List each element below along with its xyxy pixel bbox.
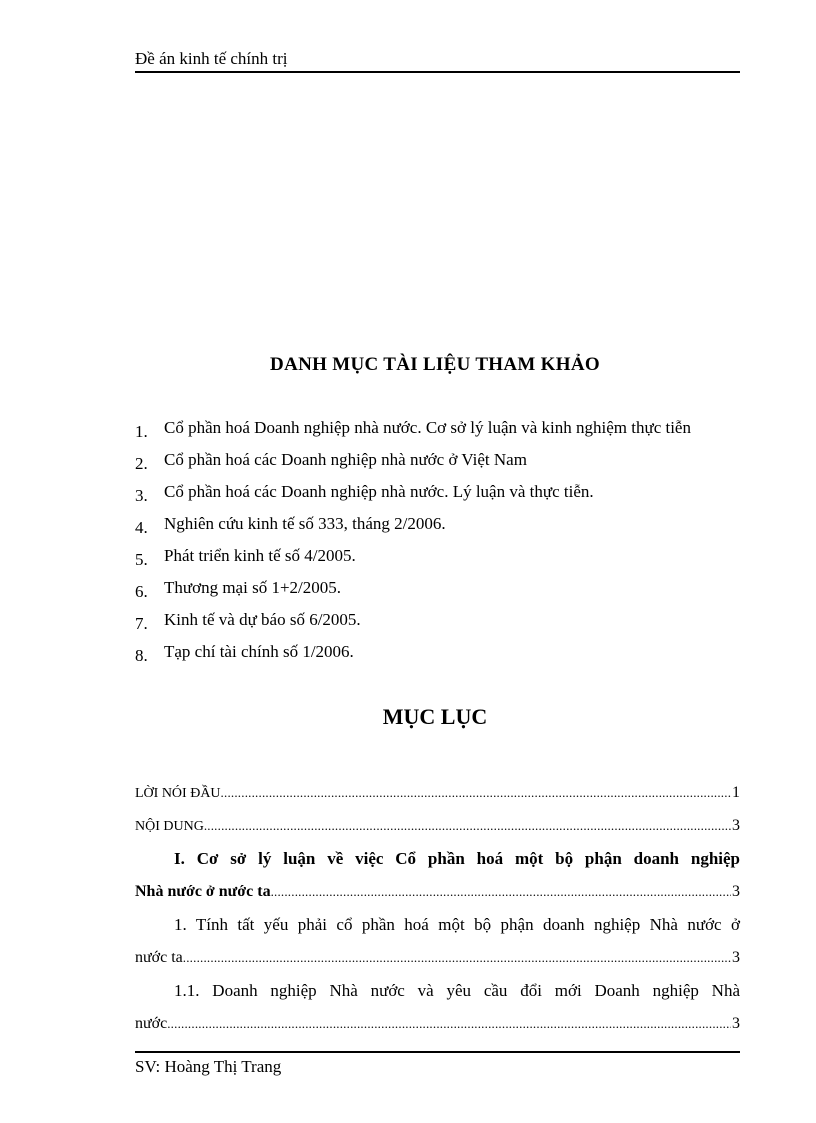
references-list [135, 414, 740, 670]
toc-page-number: 3 [732, 1015, 740, 1032]
references-title: DANH MỤC TÀI LIỆU THAM KHẢO [270, 354, 600, 375]
toc-entry-loi-noi-dau[interactable] [135, 776, 740, 809]
list-item [135, 638, 740, 666]
list-item-number: 1. [135, 422, 148, 441]
list-item-text: Thương mại số 1+2/2005. [164, 578, 342, 597]
list-item-number: 4. [135, 518, 148, 537]
list-item-number: 8. [135, 646, 148, 665]
toc-page-number: 3 [732, 883, 740, 900]
page-header [135, 48, 740, 73]
page-footer [135, 1051, 740, 1077]
toc-leader [167, 1007, 731, 1040]
list-item-text: Kinh tế và dự báo số 6/2005. [164, 610, 361, 629]
toc-entry-label: 1. Tính tất yếu phải cổ phần hoá một bộ phận doanh nghiệp Nhà nước ở [174, 915, 740, 934]
toc-leader [204, 809, 731, 842]
toc-entry-continuation [135, 875, 740, 908]
toc-entry-label-cont: nước [135, 1015, 168, 1032]
toc-entry-label-cont: Nhà nước ở nước ta [135, 883, 271, 900]
toc-entry-label: I. Cơ sở lý luận về việc Cổ phần hoá một bộ phận doanh nghiệp [174, 849, 740, 868]
toc-page-number: 1 [732, 784, 740, 801]
toc-entry-1-1[interactable] [135, 974, 740, 1040]
list-item-text: Nghiên cứu kinh tế số 333, tháng 2/2006. [164, 514, 446, 533]
list-item-text: Cổ phần hoá Doanh nghiệp nhà nước. Cơ sở lý luận và kinh nghiệm thực tiễn [164, 418, 691, 437]
toc-entry-continuation [135, 941, 740, 974]
toc-entry-label: NỘI DUNG [135, 819, 204, 834]
list-item-number: 3. [135, 486, 148, 505]
list-item [135, 446, 740, 474]
toc-title: MỤC LỤC [382, 704, 488, 729]
toc-entry-label: 1.1. Doanh nghiệp Nhà nước và yêu cầu đổi mới Doanh nghiệp Nhà [174, 981, 740, 1000]
list-item-number: 5. [135, 550, 148, 569]
list-item-number: 7. [135, 614, 148, 633]
toc-entry-1[interactable] [135, 908, 740, 974]
list-item-text: Phát triển kinh tế số 4/2005. [164, 546, 356, 565]
list-item-text: Tạp chí tài chính số 1/2006. [164, 642, 354, 661]
list-item-number: 2. [135, 454, 148, 473]
header-title: Đề án kinh tế chính trị [135, 49, 288, 68]
toc-leader [183, 941, 731, 974]
toc-leader [271, 875, 731, 908]
list-item [135, 574, 740, 602]
toc-entry-label: LỜI NÓI ĐẦU [135, 786, 221, 801]
toc-page-number: 3 [732, 817, 740, 834]
toc-entry-noi-dung[interactable] [135, 809, 740, 842]
toc-entry-continuation [135, 1007, 740, 1040]
list-item [135, 606, 740, 634]
footer-text: SV: Hoàng Thị Trang [135, 1057, 282, 1076]
toc-entry-label-cont: nước ta [135, 949, 183, 966]
table-of-contents [135, 776, 740, 1040]
toc-page-number: 3 [732, 949, 740, 966]
toc-leader [221, 776, 731, 809]
list-item-text: Cổ phần hoá các Doanh nghiệp nhà nước ở Việt Nam [164, 450, 527, 469]
list-item-text: Cổ phần hoá các Doanh nghiệp nhà nước. Lý luận và thực tiễn. [164, 482, 594, 501]
list-item [135, 510, 740, 538]
toc-entry-section-1[interactable] [135, 842, 740, 908]
list-item [135, 478, 740, 506]
list-item [135, 542, 740, 570]
list-item-number: 6. [135, 582, 148, 601]
list-item [135, 414, 740, 442]
